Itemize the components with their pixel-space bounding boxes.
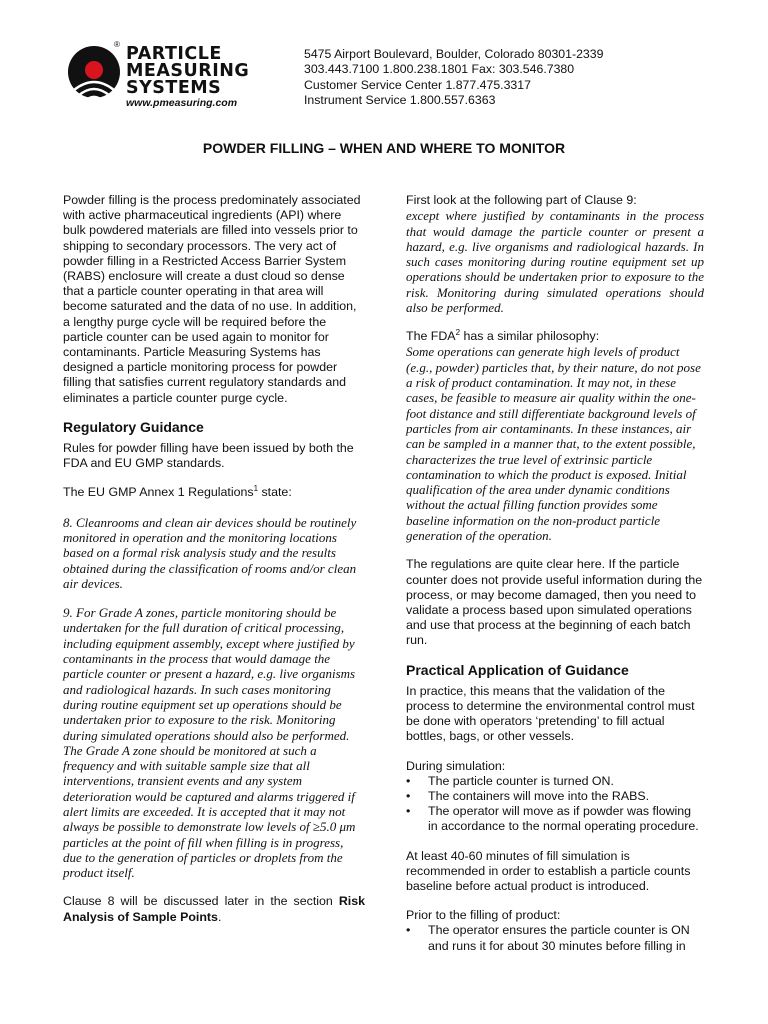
- regulations-paragraph: The regulations are quite clear here. If the particle counter does not provide useful information during the process, or may become damaged, then you need to validate a process based upon simulated operations and use that process at the beginning of each batch run.: [406, 557, 703, 648]
- list-item-text: The operator ensures the particle counter is ON and runs it for about 30 minutes before filling in: [428, 923, 690, 953]
- left-column: [63, 193, 365, 939]
- eu-text: The EU GMP Annex 1 Regulations: [63, 485, 254, 500]
- first-look-line: First look at the following part of Clause 9:: [406, 193, 637, 207]
- quote-clause-9: 9. For Grade A zones, particle monitoring should be undertaken for the full duration of critical processing, including equipment assembly, except where justified by contaminants in the process that would damage the particle counter or present a hazard, e.g. live organisms and radiological hazards. In such cases monitoring during routine equipment set up operations should be undertaken prior to exposure to the risk. Monitoring during simulated operations should also be performed. The Grade A zone should be monitored at such a frequency and with suitable sample size that all interventions, transient events and any system deterioration would be captured and alarms triggered if alert limits are exceeded. It is accepted that it may not always be possible to demonstrate low levels of ≥5.0 μm particles at the point of fill when filling is in progress, due to the generation of particles or droplets from the product itself.: [63, 605, 356, 881]
- footnote-2: 2: [455, 328, 461, 338]
- list-item-text: The containers will move into the RABS.: [428, 788, 650, 803]
- customer-service-line: Customer Service Center 1.877.475.3317: [304, 77, 531, 92]
- list-item-text: The operator will move as if powder was flowing in accordance to the normal operating procedure.: [428, 804, 699, 834]
- logo-line: PARTICLE: [126, 44, 222, 64]
- company-url: www.pmeasuring.com: [126, 97, 238, 109]
- list-item: [406, 774, 704, 789]
- clause8-note: [63, 894, 365, 924]
- quote-clause-8: 8. Cleanrooms and clean air devices should be routinely monitored in operation and the monitoring locations based on a formal risk analysis study and the results obtained during the classification of rooms and/or clean air devices.: [63, 514, 357, 591]
- company-logo-text: [126, 46, 249, 97]
- list-item: [406, 923, 704, 953]
- phone-line: 303.443.7100 1.800.238.1801 Fax: 303.546.7380: [304, 62, 575, 77]
- particle-logo-icon: [66, 44, 122, 106]
- during-simulation-label: During simulation:: [406, 758, 506, 773]
- prior-label: Prior to the filling of product:: [406, 908, 561, 923]
- fda-quote: Some operations can generate high levels of product (e.g., powder) particles that, by their nature, do not pose a risk of product contamination. It may not, in these cases, be feasible to measure air quality within the one-foot distance and still differentiate background levels of particles from air contaminants. In these instances, air can be sampled in a manner that, to the extent possible, characterizes the true level of extrinsic particle contamination to which the product is exposed. Initial qualification of the area under dynamic conditions without the actual filling function provides some baseline information on the non-product particle generation of the operation.: [406, 344, 701, 544]
- footnote-1: 1: [253, 484, 259, 494]
- simulation-list: [406, 774, 704, 835]
- practice-paragraph: In practice, this means that the validation of the process to determine the environmental control must be done with operators ‘pretending’ to fill actual bottles, bags, or other vessels.: [406, 683, 695, 744]
- letterhead: [60, 40, 620, 112]
- fda-text: The FDA: [406, 329, 456, 344]
- bullet: •: [406, 773, 411, 788]
- prior-list: [406, 923, 704, 953]
- list-item: [406, 804, 704, 834]
- practical-heading: Practical Application of Guidance: [406, 661, 629, 678]
- instrument-service-line: Instrument Service 1.800.557.6363: [304, 93, 496, 108]
- contact-info: [304, 47, 603, 109]
- clause8-bold: Risk Analysis of Sample Points: [63, 894, 365, 924]
- logo-line: MEASURING: [126, 61, 250, 81]
- list-item: [406, 789, 704, 804]
- logo-line: SYSTEMS: [126, 78, 222, 98]
- intro-paragraph: Powder filling is the process predominately associated with active pharmaceutical ingredients (API) where bulk powdered materials are filled into vessels prior to shipping to secondary processors. The very act of powder filling in a Restricted Access Barrier System (RABS) enclosure will create a dust cloud so dense that a particle counter operating in that area will become saturated and the data of no use. In addition, a lengthy purge cycle will be required before the particle counter can be used again to monitor for contaminants. Particle Measuring Systems has designed a particle monitoring process for powder filling that satisfies current regulatory standards and eliminates a particle counter purge cycle.: [63, 193, 361, 405]
- address-line: 5475 Airport Boulevard, Boulder, Colorado 80301-2339: [304, 47, 604, 61]
- fill-simulation-paragraph: At least 40-60 minutes of fill simulation is recommended in order to establish a particle counts baseline before actual product is introduced.: [406, 848, 691, 893]
- regulatory-heading: Regulatory Guidance: [63, 418, 204, 435]
- fda-intro: [406, 329, 704, 344]
- right-column: [406, 193, 704, 954]
- quote-clause-9-part: except where justified by contaminants in the process that would damage the particle counter or present a hazard, e.g. live organisms and radiological hazards. In such cases monitoring during routine equipment set up operations should be undertaken prior to exposure to the risk. Monitoring during simulated operations should also be performed.: [406, 208, 704, 315]
- clause8-end: .: [217, 909, 222, 924]
- eu-gmp-intro: [63, 485, 365, 500]
- bullet: •: [406, 804, 411, 819]
- eu-text-end: state:: [258, 485, 292, 500]
- list-item-text: The particle counter is turned ON.: [428, 773, 614, 788]
- rules-paragraph: Rules for powder filling have been issued by both the FDA and EU GMP standards.: [63, 441, 354, 471]
- clause8-text: Clause 8 will be discussed later in the section: [63, 894, 339, 909]
- document-title: POWDER FILLING – WHEN AND WHERE TO MONITOR: [202, 140, 566, 156]
- bullet: •: [406, 788, 411, 803]
- fda-text-end: has a similar philosophy:: [460, 329, 600, 344]
- registered-mark: ®: [114, 40, 120, 49]
- bullet: •: [406, 923, 411, 938]
